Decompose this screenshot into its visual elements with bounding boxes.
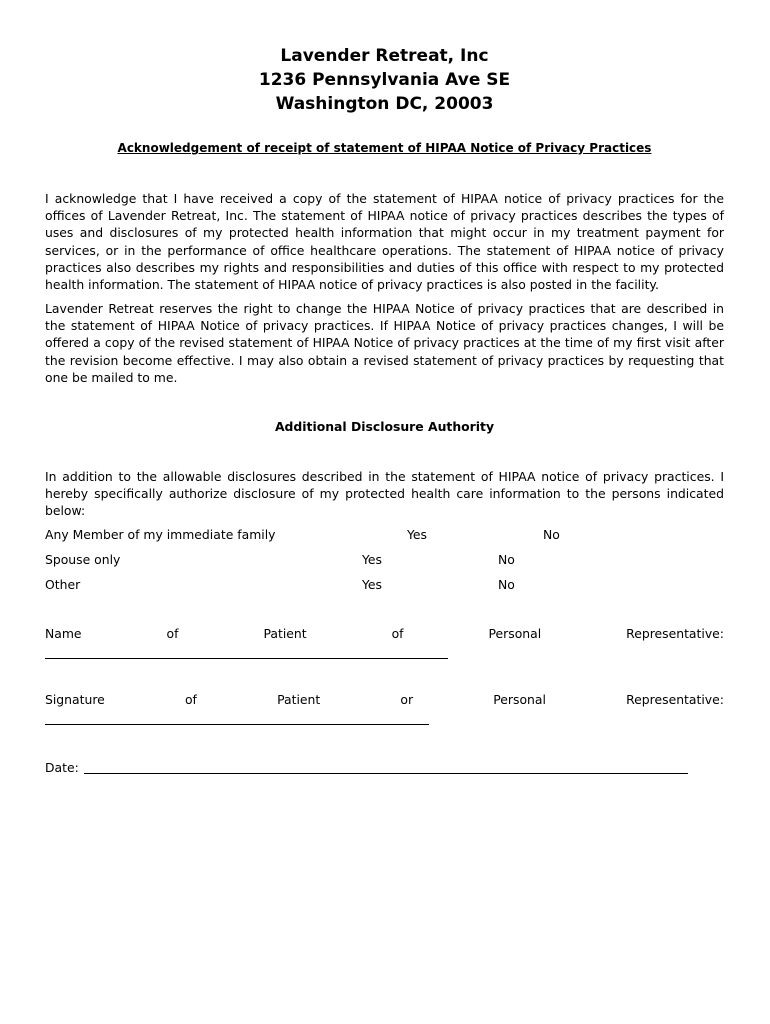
date-field-line[interactable] [84, 773, 688, 774]
option-yes[interactable]: Yes [407, 527, 428, 542]
acknowledgement-paragraph: I acknowledge that I have received a copy of the statement of HIPAA notice of privacy practices for the offices of Lavender Retreat, Inc. The statement of HIPAA notice of privacy practices describes the types of uses and disclosures of my protected health information that might occur in my treatment payment for services, or in the performance of office healthcare operations. The statement of HIPAA notice of privacy practices also describes my rights and responsibilities and duties of this office with respect to my protected health information. The statement of HIPAA notice of privacy practices is also posted in the facility. [45, 191, 724, 293]
section-title: Additional Disclosure Authority [274, 419, 495, 434]
name-line-label: Name of Patient of Personal Representative: [45, 626, 724, 641]
company-address: 1236 Pennsylvania Ave SE [258, 70, 511, 90]
option-no[interactable]: No [498, 552, 515, 567]
option-no[interactable]: No [543, 527, 560, 542]
option-row-other [45, 577, 724, 594]
option-row-spouse [45, 552, 724, 569]
signature-field-line[interactable] [45, 724, 429, 725]
option-row-family [45, 527, 724, 544]
option-no[interactable]: No [498, 577, 515, 592]
option-label: Any Member of my immediate family [45, 527, 276, 542]
option-yes[interactable]: Yes [362, 577, 383, 592]
company-name: Lavender Retreat, Inc [280, 46, 489, 66]
name-field-line[interactable] [45, 658, 448, 659]
signature-line-label: Signature of Patient or Personal Representative: [45, 692, 724, 707]
option-label: Spouse only [45, 552, 121, 567]
letterhead [45, 44, 724, 116]
document-title: Acknowledgement of receipt of statement of HIPAA Notice of Privacy Practices [117, 141, 652, 155]
company-city: Washington DC, 20003 [275, 94, 494, 114]
option-yes[interactable]: Yes [362, 552, 383, 567]
date-label: Date: [45, 760, 79, 775]
rights-paragraph: Lavender Retreat reserves the right to change the HIPAA Notice of privacy practices that are described in the statement of HIPAA Notice of privacy practices. If HIPAA Notice of privacy practices changes, I will be offered a copy of the revised statement of HIPAA Notice of privacy practices at the time of my first visit after the revision become effective. I may also obtain a revised statement of privacy practices by requesting that one be mailed to me. [45, 301, 724, 385]
disclosure-paragraph: In addition to the allowable disclosures described in the statement of HIPAA notice of privacy practices. I hereby specifically authorize disclosure of my protected health care information to the persons indicated below: [45, 469, 724, 519]
option-label: Other [45, 577, 81, 592]
